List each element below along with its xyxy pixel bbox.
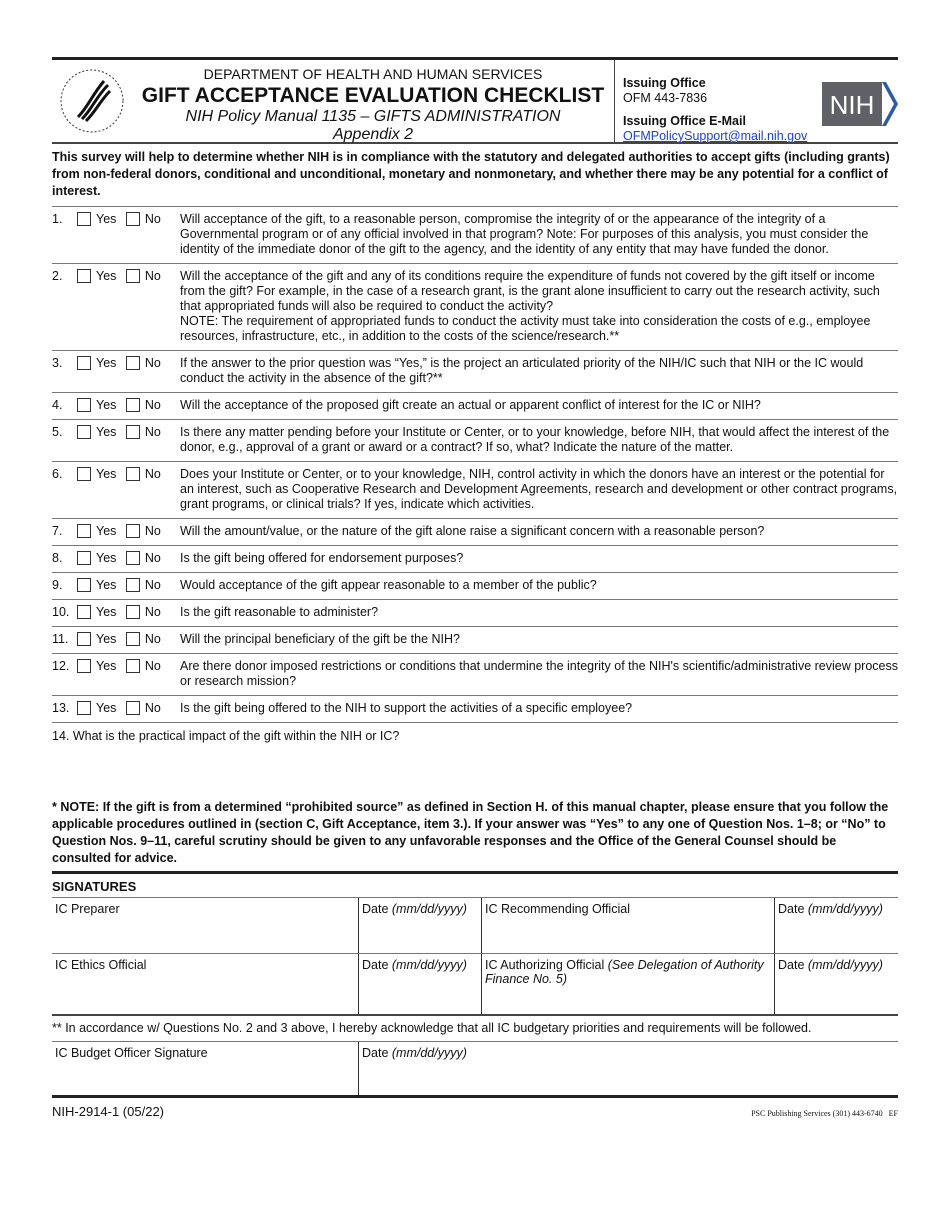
no-label: No bbox=[144, 701, 161, 715]
yes-checkbox[interactable] bbox=[77, 212, 91, 226]
authorizing-date-field[interactable]: Date (mm/dd/yyyy) bbox=[775, 954, 899, 1016]
question-number: 11. bbox=[52, 632, 69, 646]
no-checkbox[interactable] bbox=[126, 551, 140, 565]
yes-label: Yes bbox=[96, 425, 117, 439]
question-number: 10. bbox=[52, 605, 70, 619]
question-row bbox=[52, 518, 898, 545]
question-row bbox=[52, 419, 898, 461]
no-label: No bbox=[144, 578, 161, 592]
question-text: Will the principal beneficiary of the gift be the NIH? bbox=[180, 632, 460, 646]
yes-label: Yes bbox=[96, 578, 117, 592]
no-checkbox[interactable] bbox=[126, 398, 140, 412]
no-label: No bbox=[144, 467, 161, 481]
ic-preparer-field[interactable]: IC Preparer bbox=[52, 898, 359, 954]
question-text: Will acceptance of the gift, to a reasonable person, compromise the integrity of or the appearance of the integrity of a Governmental program or of any official involved in that program? Note: For purposes of this analysis, you must consider the identity of the immediate donor of the gift to the agency, and the identity of any entity that may have funded the donor. bbox=[180, 212, 869, 256]
question-row bbox=[52, 626, 898, 653]
question-number: 4. bbox=[52, 398, 63, 412]
form-title: GIFT ACCEPTANCE EVALUATION CHECKLIST bbox=[141, 84, 605, 107]
budget-table bbox=[52, 1042, 898, 1095]
question-note: NOTE: The requirement of appropriated funds to conduct the activity must take into consideration the costs of e.g., employee resources, infrastructure, etc., in addition to the costs of the science/research.** bbox=[180, 314, 871, 343]
yes-checkbox[interactable] bbox=[77, 467, 91, 481]
no-label: No bbox=[144, 212, 161, 226]
no-checkbox[interactable] bbox=[126, 632, 140, 646]
header bbox=[52, 60, 898, 144]
question-row bbox=[52, 599, 898, 626]
yes-label: Yes bbox=[96, 398, 117, 412]
appendix: Appendix 2 bbox=[332, 126, 414, 143]
question-text: Would acceptance of the gift appear reasonable to a member of the public? bbox=[180, 578, 597, 592]
publisher: PSC Publishing Services (301) 443-6740 bbox=[751, 1109, 883, 1118]
no-label: No bbox=[144, 269, 161, 283]
issuing-office: OFM 443-7836 bbox=[623, 91, 708, 105]
no-checkbox[interactable] bbox=[126, 659, 140, 673]
yes-label: Yes bbox=[96, 659, 117, 673]
budget-date-field[interactable]: Date (mm/dd/yyyy) bbox=[362, 1046, 467, 1060]
question-row bbox=[52, 545, 898, 572]
issuing-office-label: Issuing Office bbox=[623, 76, 706, 90]
yes-checkbox[interactable] bbox=[77, 632, 91, 646]
form-id: NIH-2914-1 (05/22) bbox=[52, 1104, 164, 1119]
no-checkbox[interactable] bbox=[126, 269, 140, 283]
no-label: No bbox=[144, 659, 161, 673]
question-number: 8. bbox=[52, 551, 63, 565]
question-number: 12. bbox=[52, 659, 70, 673]
preparer-date-field[interactable]: Date (mm/dd/yyyy) bbox=[359, 898, 482, 954]
question-number: 9. bbox=[52, 578, 63, 592]
question-row bbox=[52, 206, 898, 263]
question-text: Is there any matter pending before your Institute or Center, or to your knowledge, before NIH, that would affect the interest of the donor, e.g., approval of a grant or award or a contract? If so, what? Indicate the nature of the matter. bbox=[180, 425, 890, 454]
yes-checkbox[interactable] bbox=[77, 524, 91, 538]
question-text: Is the gift reasonable to administer? bbox=[180, 605, 379, 619]
no-checkbox[interactable] bbox=[126, 356, 140, 370]
email-link[interactable]: OFMPolicySupport@mail.nih.gov bbox=[623, 129, 808, 143]
yes-label: Yes bbox=[96, 605, 117, 619]
yes-checkbox[interactable] bbox=[77, 356, 91, 370]
signatures-heading: SIGNATURES bbox=[52, 871, 898, 898]
question-row bbox=[52, 572, 898, 599]
question-number: 7. bbox=[52, 524, 63, 538]
no-label: No bbox=[144, 551, 161, 565]
yes-label: Yes bbox=[96, 212, 117, 226]
budget-footnote: ** In accordance w/ Questions No. 2 and 3 above, I hereby acknowledge that all IC budgetary priorities and requirements will be followed. bbox=[52, 1016, 898, 1042]
no-label: No bbox=[144, 398, 161, 412]
no-label: No bbox=[144, 632, 161, 646]
question-row bbox=[52, 350, 898, 392]
question-text: Does your Institute or Center, or to your knowledge, NIH, control activity in which the donors have an interest or the potential for an interest, such as Cooperative Research and Development Agreements, research and development or other contract programs, grant programs, or clinical trials? If yes, indicate which activities. bbox=[180, 467, 898, 511]
yes-label: Yes bbox=[96, 524, 117, 538]
yes-label: Yes bbox=[96, 269, 117, 283]
yes-label: Yes bbox=[96, 701, 117, 715]
logo-text: NIH bbox=[829, 90, 875, 120]
authorizing-official-field[interactable]: IC Authorizing Official (See Delegation of Authority Finance No. 5) bbox=[482, 954, 775, 1016]
question-row bbox=[52, 653, 898, 695]
yes-checkbox[interactable] bbox=[77, 425, 91, 439]
yes-checkbox[interactable] bbox=[77, 551, 91, 565]
subtitle: NIH Policy Manual 1135 – GIFTS ADMINISTRATION bbox=[185, 108, 561, 125]
hhs-seal-icon bbox=[52, 60, 132, 142]
question-number: 3. bbox=[52, 356, 63, 370]
department: DEPARTMENT OF HEALTH AND HUMAN SERVICES bbox=[203, 66, 543, 82]
no-checkbox[interactable] bbox=[126, 524, 140, 538]
question-number: 5. bbox=[52, 425, 63, 439]
nih-logo-icon bbox=[820, 60, 898, 142]
question-row bbox=[52, 695, 898, 722]
question-number: 2. bbox=[52, 269, 63, 283]
email-label: Issuing Office E-Mail bbox=[623, 114, 746, 128]
question-text: Will the acceptance of the proposed gift create an actual or apparent conflict of interest for the IC or NIH? bbox=[180, 398, 761, 412]
question-row bbox=[52, 263, 898, 350]
yes-checkbox[interactable] bbox=[77, 701, 91, 715]
ethics-official-field[interactable]: IC Ethics Official bbox=[52, 954, 359, 1016]
question-text: If the answer to the prior question was “Yes,” is the project an articulated priority of the NIH/IC such that NIH or the IC would conduct the activity in the absence of the gift?** bbox=[180, 356, 864, 385]
question-text: Is the gift being offered for endorsement purposes? bbox=[180, 551, 464, 565]
yes-label: Yes bbox=[96, 551, 117, 565]
yes-label: Yes bbox=[96, 356, 117, 370]
no-label: No bbox=[144, 356, 161, 370]
question-text: Is the gift being offered to the NIH to support the activities of a specific employee? bbox=[180, 701, 633, 715]
question-number: 13. bbox=[52, 701, 70, 715]
no-checkbox[interactable] bbox=[126, 701, 140, 715]
yes-label: Yes bbox=[96, 632, 117, 646]
question-text: Will the acceptance of the gift and any of its conditions require the expenditure of funds not covered by the gift itself or income from the gift? For example, in the case of a research grant, is the grant alone insufficient to carry out the research activity, such that appropriated funds will also be required to conduct the activity? bbox=[180, 269, 880, 313]
question-text: Are there donor imposed restrictions or conditions that undermine the integrity of the NIH's scientific/administrative review process or research mission? bbox=[180, 659, 898, 688]
question-text: Will the amount/value, or the nature of the gift alone raise a significant concern with a reasonable person? bbox=[180, 524, 765, 538]
question-14: 14. What is the practical impact of the gift within the NIH or IC? bbox=[52, 722, 898, 799]
recommending-date-field[interactable]: Date (mm/dd/yyyy) bbox=[775, 898, 899, 954]
question-row bbox=[52, 392, 898, 419]
question-row bbox=[52, 461, 898, 518]
intro-text: This survey will help to determine whether NIH is in compliance with the statutory and delegated authorities to accept gifts (including grants) from non-federal donors, conditional and unconditional, monetary and nonmonetary, and whether there may be any potential for a conflict of interest. bbox=[52, 150, 890, 198]
yes-checkbox[interactable] bbox=[77, 578, 91, 592]
yes-checkbox[interactable] bbox=[77, 605, 91, 619]
no-label: No bbox=[144, 524, 161, 538]
no-checkbox[interactable] bbox=[126, 605, 140, 619]
no-label: No bbox=[144, 605, 161, 619]
recommending-official-field[interactable]: IC Recommending Official bbox=[482, 898, 775, 954]
no-checkbox[interactable] bbox=[126, 425, 140, 439]
question-number: 1. bbox=[52, 212, 63, 226]
no-label: No bbox=[144, 425, 161, 439]
yes-checkbox[interactable] bbox=[77, 269, 91, 283]
question-list bbox=[52, 206, 898, 722]
no-checkbox[interactable] bbox=[126, 467, 140, 481]
yes-label: Yes bbox=[96, 467, 117, 481]
yes-checkbox[interactable] bbox=[77, 659, 91, 673]
question-number: 6. bbox=[52, 467, 63, 481]
ethics-date-field[interactable]: Date (mm/dd/yyyy) bbox=[359, 954, 482, 1016]
no-checkbox[interactable] bbox=[126, 212, 140, 226]
budget-officer-field[interactable]: IC Budget Officer Signature bbox=[52, 1042, 359, 1095]
signatures-table bbox=[52, 898, 898, 1016]
no-checkbox[interactable] bbox=[126, 578, 140, 592]
form-code: EF bbox=[888, 1109, 898, 1118]
yes-checkbox[interactable] bbox=[77, 398, 91, 412]
prohibited-source-note: * NOTE: If the gift is from a determined “prohibited source” as defined in Section H. of this manual chapter, please ensure that you follow the applicable procedures outlined in (section C, Gift Acceptance, item 3.). If your answer was “Yes” to any one of Question Nos. 1–8; or “No” to Question Nos. 9–11, careful scrutiny should be given to any unfavorable responses and the Office of the General Counsel should be consulted for advice. bbox=[52, 800, 889, 865]
